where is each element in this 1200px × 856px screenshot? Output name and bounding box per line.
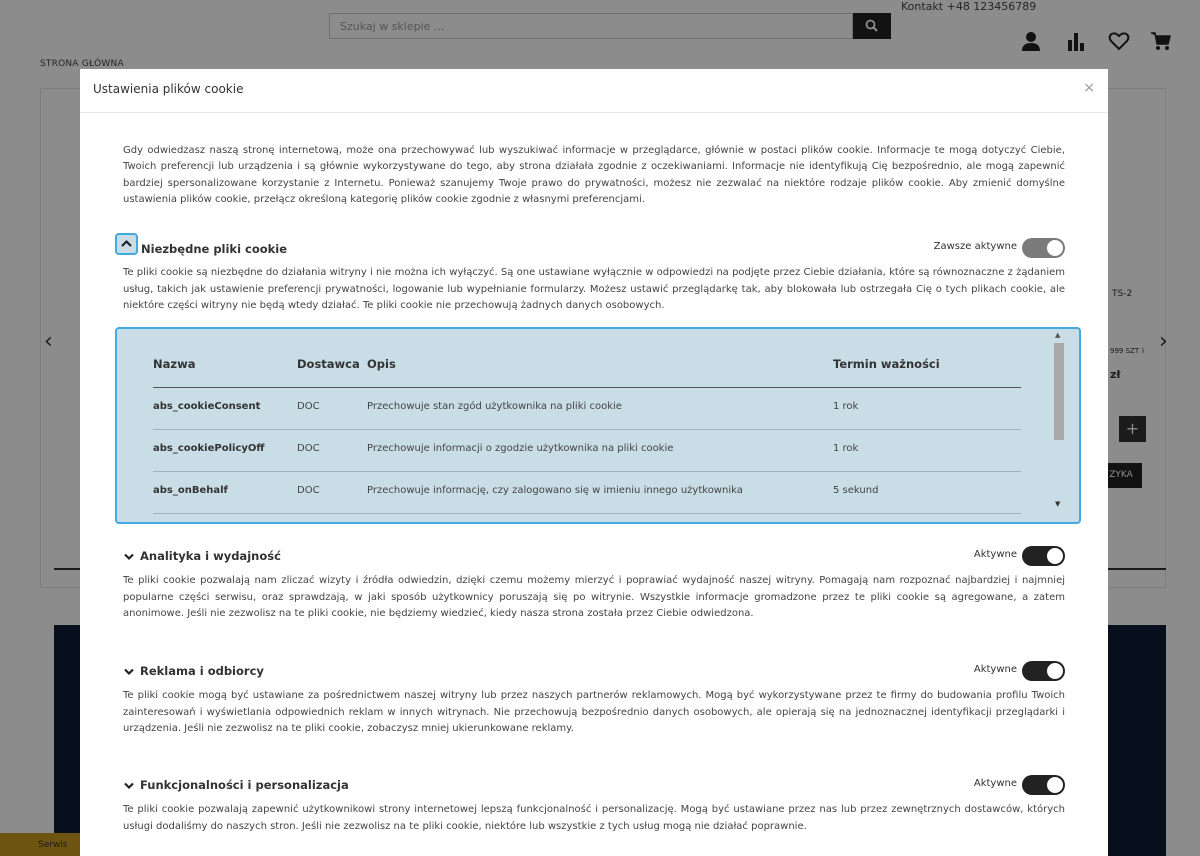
toggle-knob [1047,240,1063,256]
section-advertising [123,664,1065,738]
cookie-expiry: 1 rok [833,443,859,454]
section-title: Funkcjonalności i personalizacja [140,778,349,792]
cookie-table [115,327,1081,524]
analytics-toggle[interactable] [1022,546,1065,566]
cookie-provider: DOC [297,485,320,496]
toggle-status: Aktywne [973,549,1017,560]
toggle-knob [1047,777,1063,793]
table-row [153,430,1021,472]
section-title: Niezbędne pliki cookie [141,242,288,256]
toggle-knob [1047,548,1063,564]
column-header-provider: Dostawca [297,357,360,371]
section-analytics [123,549,1065,623]
chevron-down-icon[interactable] [123,780,135,792]
scroll-down-icon[interactable]: ▼ [1055,500,1061,508]
column-header-description: Opis [367,357,396,371]
advertising-toggle[interactable] [1022,661,1065,681]
section-description: Te pliki cookie pozwalają nam zliczać wizyty i źródła odwiedzin, dzięki czemu możemy mierzyć i poprawiać wydajność naszej witryny. Pomagają nam rozpoznać najbardziej i najmniej popularne części serwisu, oraz sprawdzają, w jaki sposób użytkownicy poruszają się po witrynie. Wszystkie informacje gromadzone przez te pliki cookie są agregowane, a zatem anonimowe. Jeśli nie zezwolisz na te pliki cookie, nie będziemy wiedzieć, kiedy nasza strona została przez Ciebie odwiedzona. [123,575,1065,619]
always-active-toggle [1022,238,1065,258]
table-scrollbar[interactable] [1052,329,1066,522]
cookie-settings-modal [80,69,1108,856]
section-functionality [123,778,1065,835]
section-description: Te pliki cookie są niezbędne do działania witryny i nie można ich wyłączyć. Są one ustawiane wyłącznie w odpowiedzi na podjęte przez Ciebie działania, które są równoznaczne z żądaniem usług, takich jak ustawienie preferencji prywatności, logowanie lub wypełnianie formularzy. Możesz ustawić przeglądarkę tak, aby blokowała lub ostrzegała Cię o tych plikach cookie, ale niektóre części witryny nie będą wtedy działać. Te pliki cookie nie przechowują żadnych danych osobowych. [123,267,1065,311]
cookie-expiry: 5 sekund [833,485,879,496]
cookie-name: abs_cookiePolicyOff [153,443,265,454]
cookie-description: Przechowuje informacji o zgodzie użytkownika na pliki cookie [367,443,674,454]
section-necessary [123,241,1065,315]
chevron-down-icon[interactable] [123,551,135,563]
cookie-description: Przechowuje informację, czy zalogowano się w imieniu innego użytkownika [367,485,743,496]
scroll-thumb[interactable] [1054,343,1064,440]
cookie-name: abs_onBehalf [153,485,228,496]
table-header-row [153,329,1021,388]
prev-arrow-icon[interactable]: ‹ [44,329,53,354]
cookie-name: abs_cookieConsent [153,401,261,412]
product-code: TS-2 [1112,289,1133,299]
intro-text: Gdy odwiedzasz naszą stronę internetową, może ona przechowywać lub wyszukiwać informacje w przeglądarce, głównie w postaci plików cookie. Informacje te mogą dotyczyć Ciebie, Twoich preferencji lub urządzenia i są głównie wykorzystywane do tego, aby strona działała zgodnie z oczekiwaniami. Informacje nie identyfikują Cię bezpośrednio, ale mogą zapewnić bardziej spersonalizowane korzystanie z Internetu. Ponieważ szanujemy Twoje prawo do prywatności, możesz nie zezwalać na niektóre rodzaje plików cookie. Aby zmienić domyślne ustawienia plików cookie, przełącz określoną kategorię plików cookie zgodnie z własnymi preferencjami. [123,145,1065,205]
section-title: Analityka i wydajność [140,549,281,563]
footer-text: Serwis [38,840,68,850]
functionality-toggle[interactable] [1022,775,1065,795]
toggle-status: Aktywne [973,778,1017,789]
cookie-description: Przechowuje stan zgód użytkownika na pliki cookie [367,401,622,412]
toggle-status: Zawsze aktywne [933,241,1017,252]
cookie-provider: DOC [297,401,320,412]
cookie-provider: DOC [297,443,320,454]
cookie-expiry: 1 rok [833,401,859,412]
modal-header [80,69,1108,113]
scroll-up-icon[interactable]: ▲ [1055,331,1061,339]
section-title: Reklama i odbiorcy [140,664,264,678]
breadcrumb[interactable]: STRONA GŁÓWNA [40,59,124,69]
section-header[interactable] [123,241,1065,261]
add-to-cart-button[interactable]: ZYKA [1100,463,1142,488]
section-header[interactable] [123,664,1065,684]
modal-title: Ustawienia plików cookie [93,82,244,96]
section-header[interactable] [123,778,1065,798]
table-row [153,472,1021,514]
stock-qty: 999 SZT ) [1110,347,1145,355]
column-header-expiry: Termin ważności [833,357,940,371]
price-text: zł [1110,368,1121,381]
column-header-name: Nazwa [153,357,196,371]
table-row [153,388,1021,430]
section-description: Te pliki cookie mogą być ustawiane za pośrednictwem naszej witryny lub przez naszych partnerów reklamowych. Mogą być wykorzystywane przez te firmy do budowania profilu Twoich zainteresowań i wyświetlania odpowiednich reklam w innych witrynach. Nie przechowują bezpośrednio danych osobowych, ale opierają się na jednoznacznej identyfikacji przeglądarki i urządzenia. Jeśli nie zezwolisz na te pliki cookie, zobaczysz mniej ukierunkowane reklamy. [123,690,1065,734]
toggle-status: Aktywne [973,664,1017,675]
collapse-toggle[interactable] [115,233,138,255]
search-placeholder: Szukaj w sklepie ... [340,20,445,33]
chevron-up-icon [121,239,132,249]
contact-text: Kontakt +48 123456789 [901,0,1037,13]
chevron-down-icon[interactable] [123,666,135,678]
close-icon[interactable]: × [1083,80,1095,96]
next-arrow-icon[interactable]: › [1159,329,1168,354]
section-description: Te pliki cookie pozwalają zapewnić użytkownikowi strony internetowej lepszą funkcjonalność i personalizację. Mogą być ustawiane przez nas lub przez zewnętrznych dostawców, których usługi dodaliśmy do naszych stron. Jeśli nie zezwolisz na te pliki cookie, niektóre lub wszystkie z tych usług mogą nie działać poprawnie. [123,804,1065,832]
section-header[interactable] [123,549,1065,569]
toggle-knob [1047,663,1063,679]
qty-plus-button[interactable]: + [1119,416,1146,442]
